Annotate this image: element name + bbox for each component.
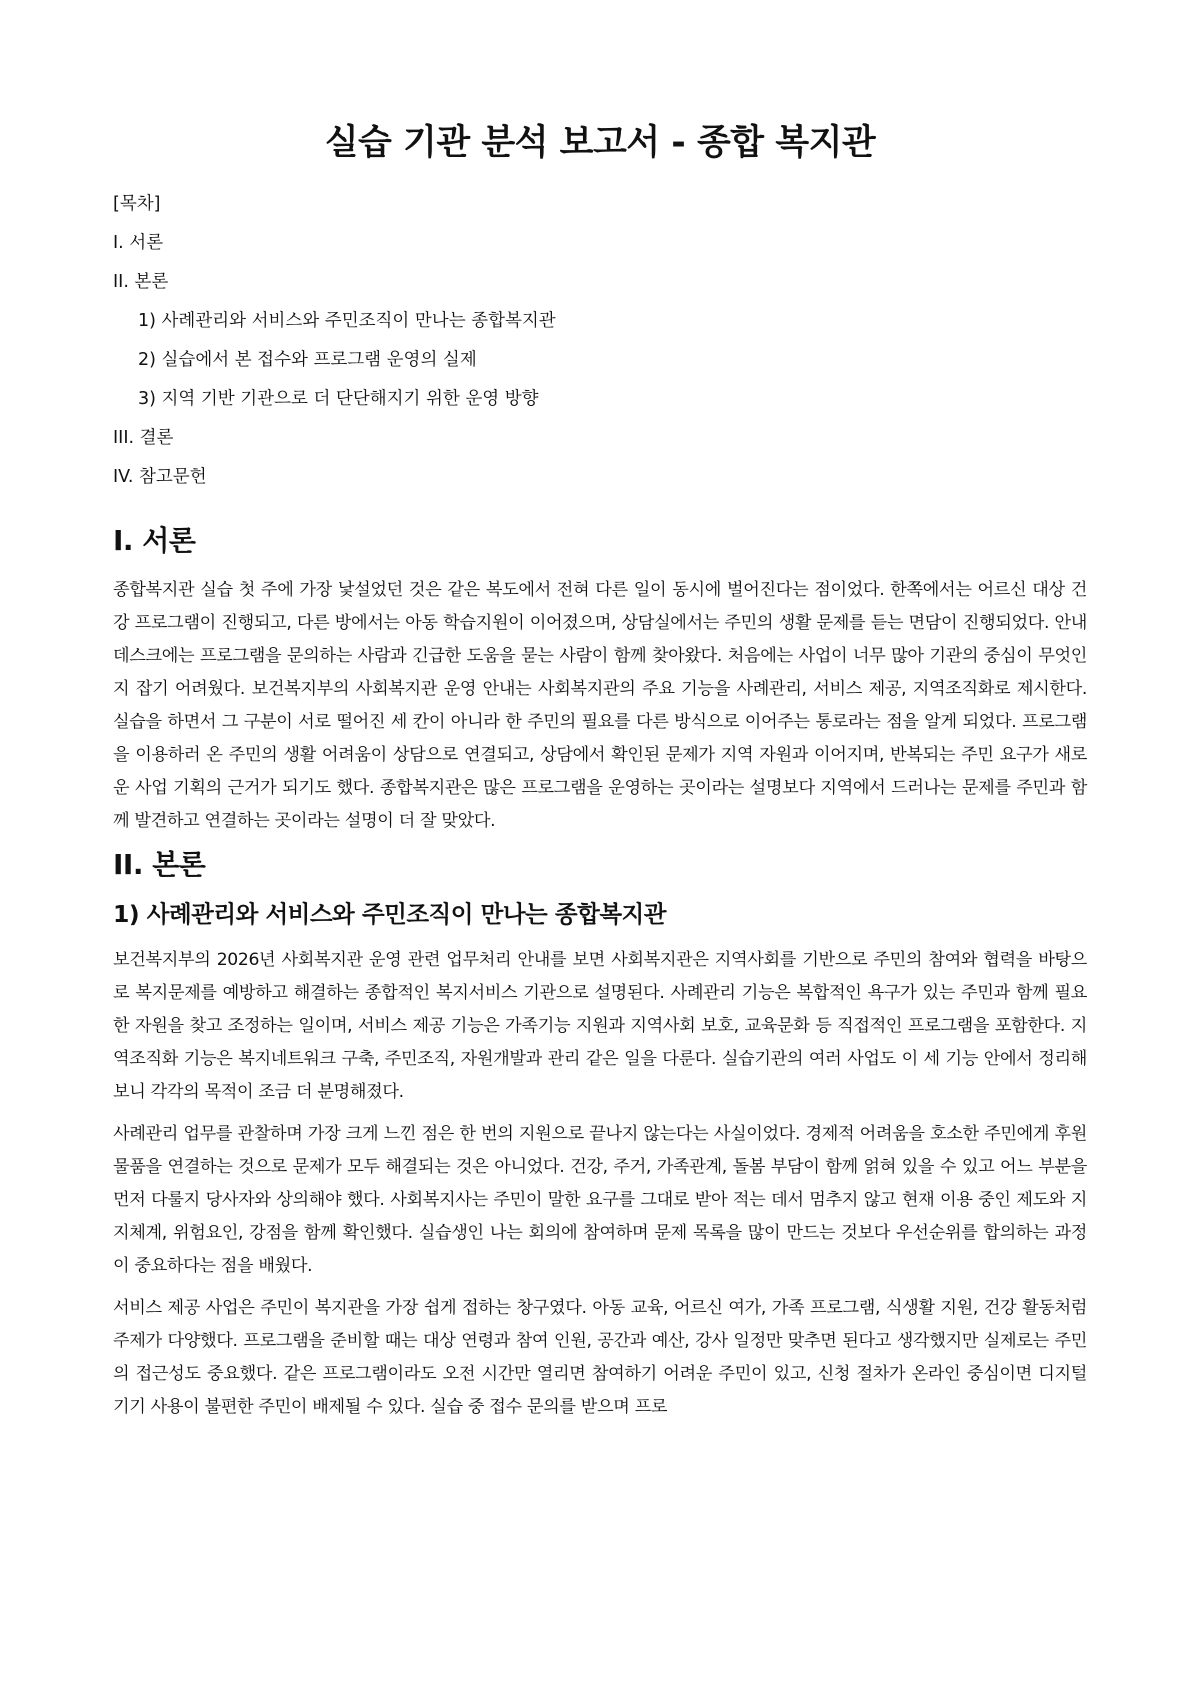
toc-item-references: IV. 참고문헌 [113, 467, 207, 487]
toc-item-body-sub1: 1) 사례관리와 서비스와 주민조직이 만나는 종합복지관 [138, 311, 556, 331]
toc-item-body-sub2: 2) 실습에서 본 접수와 프로그램 운영의 실제 [138, 350, 477, 370]
section-heading-intro: I. 서론 [113, 524, 196, 557]
body-paragraph: 보건복지부의 2026년 사회복지관 운영 관련 업무처리 안내를 보면 사회복지관은 지역사회를 기반으로 주민의 참여와 협력을 바탕으로 복지문제를 예방하고 해결하는 종합적인 복지서비스 기관으로 설명된다. 사례관리 기능은 복합적인 욕구가 있는 주민과 함께 필요한 자원을 찾고 조정하는 일이며, 서비스 제공 기능은 가족기능 지원과 지역사회 보호, 교육문화 등 직접적인 프로그램을 포함한다. 지역조직화 기능은 복지네트워크 구축, 주민조직, 자원개발과 관리 같은 일을 다룬다. 실습기관의 여러 사업도 이 세 기능 안에서 정리해 보니 각각의 목적이 조금 더 분명해졌다. [113, 950, 1087, 1102]
table-of-contents [113, 193, 1087, 488]
toc-item-body: II. 본론 [113, 272, 169, 292]
toc-item-conclusion: III. 결론 [113, 428, 174, 448]
subsection-heading-1: 1) 사례관리와 서비스와 주민조직이 만나는 종합복지관 [113, 900, 666, 928]
section-heading-body: II. 본론 [113, 848, 206, 881]
toc-heading: [목차] [113, 194, 161, 214]
toc-item-intro: I. 서론 [113, 233, 164, 253]
body-paragraph: 사례관리 업무를 관찰하며 가장 크게 느낀 점은 한 번의 지원으로 끝나지 않는다는 사실이었다. 경제적 어려움을 호소한 주민에게 후원물품을 연결하는 것으로 문제가 모두 해결되는 것은 아니었다. 건강, 주거, 가족관계, 돌봄 부담이 함께 얽혀 있을 수 있고 어느 부분을 먼저 다룰지 당사자와 상의해야 했다. 사회복지사는 주민이 말한 요구를 그대로 받아 적는 데서 멈추지 않고 현재 이용 중인 제도와 지지체계, 위험요인, 강점을 함께 확인했다. 실습생인 나는 회의에 참여하며 문제 목록을 많이 만드는 것보다 우선순위를 합의하는 과정이 중요하다는 점을 배웠다. [113, 1124, 1087, 1276]
body-paragraph: 서비스 제공 사업은 주민이 복지관을 가장 쉽게 접하는 창구였다. 아동 교육, 어르신 여가, 가족 프로그램, 식생활 지원, 건강 활동처럼 주제가 다양했다. 프로그램을 준비할 때는 대상 연령과 참여 인원, 공간과 예산, 강사 일정만 맞추면 된다고 생각했지만 실제로는 주민의 접근성도 중요했다. 같은 프로그램이라도 오전 시간만 열리면 참여하기 어려운 주민이 있고, 신청 절차가 온라인 중심이면 디지털 기기 사용이 불편한 주민이 배제될 수 있다. 실습 중 접수 문의를 받으며 프로 [113, 1298, 1087, 1417]
document-title: 실습 기관 분석 보고서 - 종합 복지관 [324, 123, 876, 163]
toc-item-body-sub3: 3) 지역 기반 기관으로 더 단단해지기 위한 운영 방향 [138, 389, 539, 409]
intro-paragraph: 종합복지관 실습 첫 주에 가장 낯설었던 것은 같은 복도에서 전혀 다른 일이 동시에 벌어진다는 점이었다. 한쪽에서는 어르신 대상 건강 프로그램이 진행되고, 다른 방에서는 아동 학습지원이 이어졌으며, 상담실에서는 주민의 생활 문제를 듣는 면담이 진행되었다. 안내데스크에는 프로그램을 문의하는 사람과 긴급한 도움을 묻는 사람이 함께 찾아왔다. 처음에는 사업이 너무 많아 기관의 중심이 무엇인지 잡기 어려웠다. 보건복지부의 사회복지관 운영 안내는 사회복지관의 주요 기능을 사례관리, 서비스 제공, 지역조직화로 제시한다. 실습을 하면서 그 구분이 서로 떨어진 세 칸이 아니라 한 주민의 필요를 다른 방식으로 이어주는 통로라는 점을 알게 되었다. 프로그램을 이용하러 온 주민의 생활 어려움이 상담으로 연결되고, 상담에서 확인된 문제가 지역 자원과 이어지며, 반복되는 주민 요구가 새로운 사업 기획의 근거가 되기도 했다. 종합복지관은 많은 프로그램을 운영하는 곳이라는 설명보다 지역에서 드러나는 문제를 주민과 함께 발견하고 연결하는 곳이라는 설명이 더 잘 맞았다. [113, 580, 1087, 831]
